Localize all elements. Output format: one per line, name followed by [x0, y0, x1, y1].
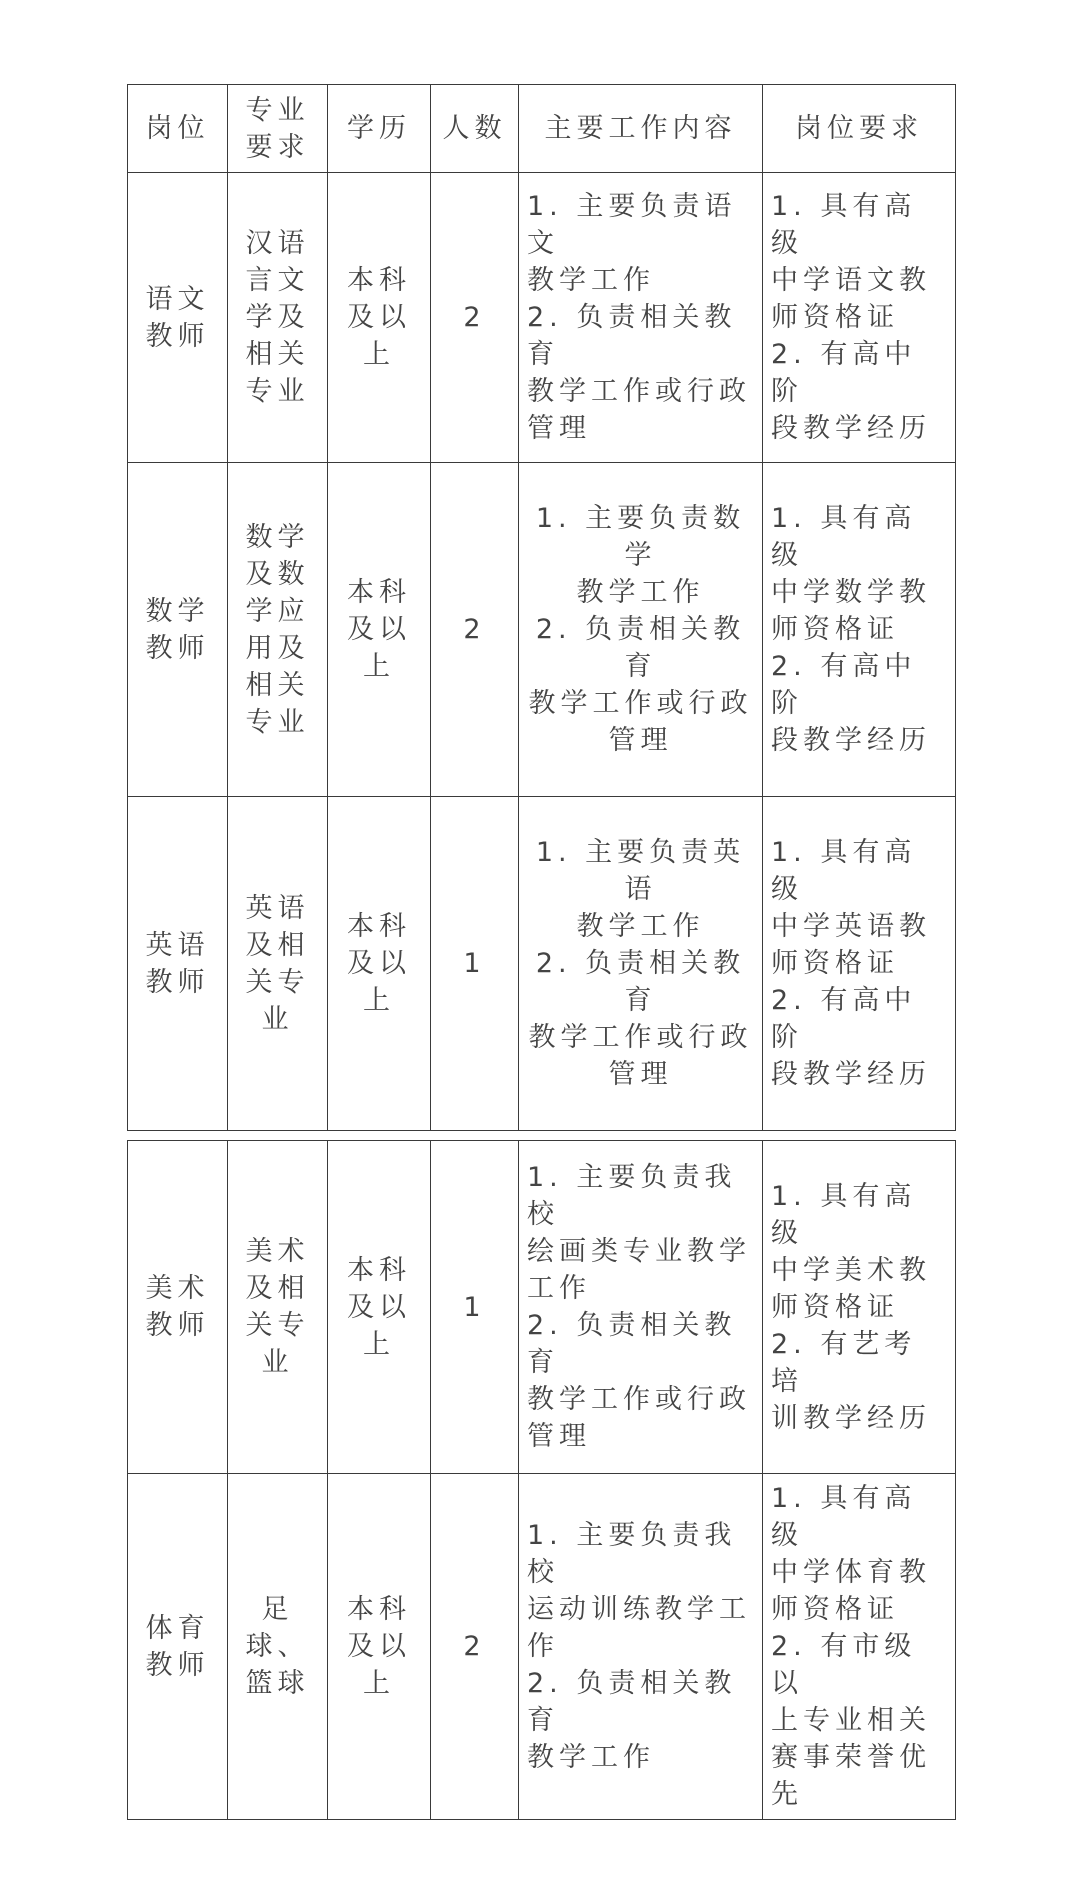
cell-post: [128, 1141, 228, 1474]
cell-text-line: 本科: [347, 1594, 411, 1625]
header-education: [328, 85, 431, 173]
cell-text-line: 业: [261, 1347, 294, 1378]
cell-text-line: 1. 具有高级: [771, 503, 917, 571]
cell-text-line: 2. 有市级以: [771, 1631, 917, 1699]
cell-text-line: 上: [363, 985, 395, 1016]
cell-post: [128, 173, 228, 463]
cell-text-line: 运动训练教学工: [527, 1594, 751, 1625]
cell-major: [228, 1474, 328, 1820]
cell-text-line: 训教学经历: [771, 1402, 931, 1434]
cell-text-line: 要求: [245, 131, 310, 163]
cell-major: [228, 1141, 328, 1474]
cell-education: [328, 1141, 431, 1474]
cell-post: [128, 463, 228, 797]
cell-text-line: 及以: [347, 1291, 411, 1323]
cell-count: 2: [431, 173, 519, 463]
cell-requirements: [763, 463, 956, 797]
cell-duties: [519, 797, 763, 1131]
table-row: [128, 463, 956, 797]
cell-text-line: 教学工作或行政: [527, 1384, 751, 1415]
cell-text-line: 关专: [245, 966, 310, 998]
cell-text-line: 体育: [145, 1612, 210, 1644]
cell-text-line: 1. 主要负责语文: [527, 191, 737, 259]
cell-text-line: 1. 主要负责我校: [527, 1162, 737, 1230]
cell-text-line: 中学数学教: [771, 577, 931, 608]
cell-text-line: 教师: [145, 966, 210, 998]
cell-text-line: 作: [527, 1631, 559, 1662]
table-row: [128, 173, 956, 463]
cell-text-line: 上: [363, 651, 395, 682]
cell-text-line: 师资格证: [771, 302, 899, 333]
table-row: [128, 1141, 956, 1474]
cell-text-line: 专业: [245, 376, 310, 407]
cell-text-line: 1. 主要负责我校: [527, 1520, 737, 1588]
cell-major: [228, 797, 328, 1131]
cell-text-line: 工作: [527, 1273, 591, 1304]
cell-education: [328, 463, 431, 797]
cell-text-line: 中学美术教: [771, 1254, 931, 1286]
table-header-row: [128, 85, 956, 173]
cell-text-line: 岗位: [145, 113, 210, 144]
cell-duties: [519, 1474, 763, 1820]
cell-text-line: 上专业相关: [771, 1705, 931, 1736]
cell-text-line: 上: [363, 339, 395, 370]
cell-text-line: 用及: [245, 632, 310, 664]
cell-education: [328, 1474, 431, 1820]
table-row: [128, 1474, 956, 1820]
cell-text-line: 及以: [347, 614, 411, 645]
cell-text-line: 中学英语教: [771, 911, 931, 942]
cell-text-line: 段教学经历: [771, 1059, 931, 1090]
cell-text-line: 管理: [608, 1059, 673, 1090]
cell-text-line: 篮球: [245, 1668, 310, 1699]
cell-text-line: 及数: [245, 558, 310, 590]
cell-duties: [519, 1141, 763, 1474]
cell-text-line: 及相: [245, 929, 310, 961]
cell-requirements: [763, 173, 956, 463]
cell-text-line: 人数: [442, 113, 507, 144]
cell-text-line: 教学工作: [527, 265, 655, 296]
cell-text-line: 关专: [245, 1310, 310, 1341]
cell-text-line: 教学工作或行政: [528, 688, 753, 719]
cell-text-line: 2. 有艺考培: [771, 1328, 917, 1397]
cell-text-line: 及以: [347, 948, 411, 979]
cell-text-line: 2. 有高中阶: [771, 339, 917, 407]
cell-text-line: 2. 有高中阶: [771, 985, 917, 1053]
cell-requirements: [763, 1141, 956, 1474]
cell-text-line: 教师: [145, 320, 210, 352]
cell-text-line: 2. 负责相关教育: [535, 614, 746, 682]
cell-requirements: [763, 797, 956, 1131]
cell-text-line: 相关: [245, 339, 310, 370]
cell-post: [128, 1474, 228, 1820]
cell-text-line: 1. 具有高级: [771, 191, 917, 259]
cell-text-line: 2. 负责相关教育: [527, 1668, 737, 1736]
cell-text-line: 相关: [245, 669, 310, 701]
cell-text-line: 1. 主要负责英语: [535, 837, 746, 905]
table-row: [128, 797, 956, 1131]
cell-text-line: 赛事荣誉优: [771, 1742, 931, 1773]
cell-text-line: 学及: [245, 302, 310, 333]
cell-text-line: 管理: [527, 413, 591, 444]
header-requirements: [763, 85, 956, 173]
cell-text-line: 汉语: [245, 228, 310, 259]
cell-text-line: 本科: [347, 1254, 411, 1286]
cell-text-line: 上: [363, 1328, 395, 1360]
cell-text-line: 1. 具有高级: [771, 1483, 917, 1551]
cell-text-line: 专业: [245, 706, 310, 738]
cell-text-line: 教师: [145, 1649, 210, 1681]
cell-text-line: 管理: [608, 725, 673, 756]
cell-text-line: 教学工作或行政: [528, 1022, 753, 1053]
header-duties: [519, 85, 763, 173]
header-count: [431, 85, 519, 173]
cell-text-line: 言文: [245, 265, 310, 296]
cell-text-line: 英语: [145, 929, 210, 961]
cell-text-line: 中学语文教: [771, 265, 931, 296]
cell-text-line: 岗位要求: [795, 113, 923, 144]
cell-major: [228, 173, 328, 463]
cell-text-line: 教学工作: [576, 577, 705, 608]
cell-text-line: 专业: [245, 94, 310, 126]
cell-text-line: 本科: [347, 265, 411, 296]
cell-text-line: 段教学经历: [771, 725, 931, 756]
cell-text-line: 学历: [347, 113, 411, 144]
cell-text-line: 上: [363, 1668, 395, 1699]
cell-text-line: 主要工作内容: [544, 113, 737, 144]
cell-text-line: 数学: [145, 595, 210, 627]
cell-text-line: 本科: [347, 577, 411, 608]
cell-text-line: 1. 主要负责数学: [535, 503, 746, 571]
cell-text-line: 师资格证: [771, 1594, 899, 1625]
cell-count: 1: [431, 797, 519, 1131]
cell-education: [328, 173, 431, 463]
cell-text-line: 中学体育教: [771, 1557, 931, 1588]
cell-requirements: [763, 1474, 956, 1820]
recruitment-table-part-2: [127, 1140, 956, 1820]
cell-text-line: 绘画类专业教学: [527, 1236, 751, 1267]
cell-text-line: 2. 负责相关教育: [527, 302, 737, 370]
cell-text-line: 美术: [145, 1273, 210, 1304]
cell-text-line: 先: [771, 1779, 803, 1810]
header-major: [228, 85, 328, 173]
cell-education: [328, 797, 431, 1131]
cell-text-line: 美术: [245, 1236, 310, 1267]
cell-text-line: 及相: [245, 1273, 310, 1304]
cell-text-line: 学应: [245, 595, 310, 627]
cell-text-line: 段教学经历: [771, 413, 931, 444]
cell-text-line: 教师: [145, 632, 210, 664]
recruitment-table-part-1: [127, 84, 956, 1131]
cell-text-line: 师资格证: [771, 948, 899, 979]
cell-text-line: 足球、: [245, 1594, 310, 1662]
cell-text-line: 教学工作: [576, 911, 705, 942]
cell-text-line: 及以: [347, 1631, 411, 1662]
cell-text-line: 教师: [145, 1310, 210, 1341]
cell-text-line: 1. 具有高级: [771, 1180, 917, 1249]
cell-duties: [519, 463, 763, 797]
cell-count: 2: [431, 1474, 519, 1820]
cell-text-line: 教学工作: [527, 1742, 655, 1773]
cell-text-line: 业: [261, 1003, 294, 1035]
cell-post: [128, 797, 228, 1131]
cell-text-line: 2. 有高中阶: [771, 651, 917, 719]
cell-text-line: 本科: [347, 911, 411, 942]
cell-text-line: 英语: [245, 892, 310, 924]
cell-text-line: 师资格证: [771, 1291, 899, 1323]
cell-text-line: 及以: [347, 302, 411, 333]
cell-text-line: 管理: [527, 1421, 591, 1452]
cell-text-line: 1. 具有高级: [771, 837, 917, 905]
cell-text-line: 数学: [245, 521, 310, 553]
cell-text-line: 教学工作或行政: [527, 376, 751, 407]
cell-major: [228, 463, 328, 797]
cell-text-line: 2. 负责相关教育: [527, 1310, 737, 1378]
cell-duties: [519, 173, 763, 463]
cell-count: 2: [431, 463, 519, 797]
cell-text-line: 师资格证: [771, 614, 899, 645]
cell-text-line: 语文: [145, 283, 210, 315]
header-post: [128, 85, 228, 173]
cell-count: 1: [431, 1141, 519, 1474]
cell-text-line: 2. 负责相关教育: [535, 948, 746, 1016]
